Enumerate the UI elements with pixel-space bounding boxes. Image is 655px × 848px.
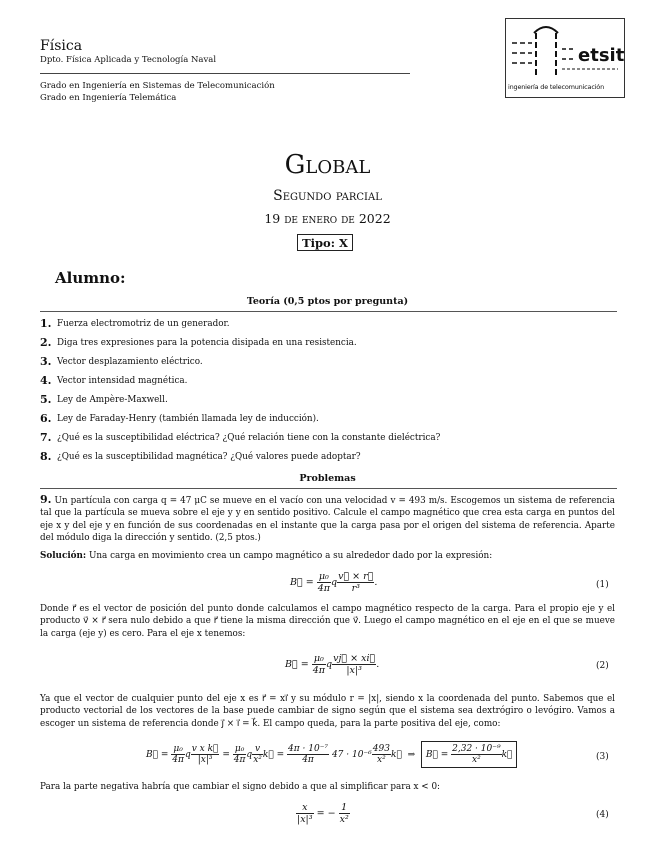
denominator: |x|³ — [197, 755, 213, 765]
eq-lhs: B⃗ = — [290, 577, 314, 588]
exam-title: Global — [284, 150, 371, 180]
solution-label: Solución: — [40, 551, 87, 561]
exam-subtitle: Segundo parcial — [273, 188, 382, 204]
problems-heading: Problemas — [299, 473, 356, 484]
numerator: μ₀ — [317, 571, 331, 583]
question-text: Vector desplazamiento eléctrico. — [57, 357, 203, 367]
solution-text: Una carga en movimiento crea un campo magnético a su alrededor dado por la expresión: — [88, 551, 493, 561]
eq-charge: q — [184, 750, 191, 760]
problems-rule — [40, 488, 617, 489]
denominator: |x|³ — [297, 814, 313, 825]
fraction — [451, 744, 501, 765]
question-number: 7. — [40, 431, 52, 444]
denominator: r³ — [351, 583, 360, 594]
fraction — [296, 802, 314, 825]
question-number: 8. — [40, 450, 52, 463]
equation-4 — [296, 802, 350, 825]
numerator: x — [296, 802, 314, 814]
solution-paragraph-2: Donde r⃗ es el vector de posición del punto donde calculamos el campo magnético respecto de la carga. Para el propio eje y el producto v⃗ × r⃗ sera nulo debido a que r⃗ tiene la misma dirección que v⃗. Luego el campo magnético en el eje en el que se mueve la carga (eje y) es cero. Para el eje x tenemos: — [40, 604, 615, 639]
fraction — [191, 744, 220, 765]
numerator: 4π · 10⁻⁷ — [288, 744, 329, 754]
eq-end: . — [376, 659, 380, 670]
fraction — [332, 653, 376, 676]
logo-subtext: ingeniería de telecomunicación — [508, 83, 605, 91]
eq-unit-vector: k⃗ = — [262, 750, 285, 760]
equation-3 — [146, 741, 517, 768]
problem-9-statement — [40, 494, 615, 545]
school-logo — [505, 18, 625, 98]
numerator: μ₀ — [171, 744, 185, 755]
question-text: ¿Qué es la susceptibilidad eléctrica? ¿Qué relación tiene con la constante dieléctrica? — [57, 433, 441, 443]
eq-unit-vector: k⃗ — [501, 750, 513, 760]
eq-lhs: B⃗ = — [425, 750, 449, 760]
question-number: 1. — [40, 317, 52, 330]
question-text: ¿Qué es la susceptibilidad magnética? ¿Qué valores puede adoptar? — [57, 452, 361, 462]
fraction — [339, 802, 350, 825]
eq-lhs: B⃗ = — [146, 750, 169, 760]
solution-intro — [40, 550, 615, 562]
question-number: 6. — [40, 412, 52, 425]
eq-equals: = — [222, 750, 230, 760]
question-text: Ley de Ampère-Maxwell. — [57, 395, 168, 405]
subject-name: Física — [40, 38, 83, 54]
question-text: Fuerza electromotriz de un generador. — [57, 319, 230, 329]
numerator: v x k⃗ — [191, 744, 219, 754]
problem-text: Un partícula con carga q = 47 μC se mueve en el vacío con una velocidad v = 493 m/s. Escogemos un sistema de referencia tal que la partícula se mueva sobre el eje y y en sentido positivo. Calcule el campo magnético que crea esta carga en puntos del eje x y del eje y en función de sus coordenadas en el instante que la carga pasa por el origen del sistema de referencia. Aparte del módulo diga la dirección y sentido. (2,5 ptos.) — [40, 496, 615, 544]
fraction — [337, 571, 374, 594]
solution-paragraph-4: Para la parte negativa habría que cambiar el signo debido a que al simplificar para x < 0: — [40, 782, 441, 792]
numerator: 493 — [372, 744, 390, 754]
numerator: μ₀ — [312, 653, 326, 665]
fraction — [171, 744, 185, 765]
eq-charge-value: 47 · 10⁻⁶ — [331, 750, 372, 760]
student-label: Alumno: — [55, 269, 126, 287]
implies-arrow: ⇒ — [407, 750, 416, 760]
equation-1 — [290, 571, 377, 594]
fraction — [317, 571, 331, 594]
department-name: Dpto. Física Aplicada y Tecnología Naval — [40, 55, 217, 65]
question-text: Diga tres expresiones para la potencia disipada en una resistencia. — [57, 338, 357, 348]
denominator: x² — [339, 814, 349, 825]
denominator: 4π — [317, 583, 330, 594]
degree-line-2: Grado en Ingeniería Telemática — [40, 93, 177, 103]
denominator: x² — [253, 755, 262, 765]
eq-charge: q — [246, 750, 253, 760]
question-text: Vector intensidad magnética. — [57, 376, 188, 386]
denominator: 4π — [172, 755, 184, 765]
header-rule — [40, 73, 410, 74]
question-number: 2. — [40, 336, 52, 349]
fraction — [233, 744, 247, 765]
theory-heading: Teoría (0,5 ptos por pregunta) — [246, 296, 409, 307]
numerator: vj⃗ × xi⃗ — [333, 653, 376, 664]
equation-number: (1) — [596, 580, 609, 590]
equation-2 — [285, 653, 379, 676]
fraction — [312, 653, 326, 676]
question-number: 5. — [40, 393, 52, 406]
denominator: x² — [472, 755, 481, 765]
solution-paragraph-3: Ya que el vector de cualquier punto del eje x es r⃗ = xi⃗ y su módulo r = |x|, siendo x la coordenada del punto. Sabemos que el producto vectorial de los vectores de la base puede cambiar de signo según que el sistema sea dextrógiro o levógiro. Vamos a escoger un sistema de referencia donde j⃗ × i⃗ = k⃗. El campo queda, para la parte positiva del eje, como: — [40, 694, 615, 729]
eq-unit-vector: k⃗ — [390, 750, 402, 760]
denominator: 4π — [312, 665, 325, 676]
problem-number: 9. — [40, 493, 52, 506]
fraction — [252, 744, 263, 765]
numerator: v⃗ × r⃗ — [338, 571, 374, 582]
numerator: μ₀ — [233, 744, 247, 755]
numerator: v — [252, 744, 263, 755]
numerator: 1 — [339, 802, 350, 814]
denominator: x² — [377, 755, 386, 765]
equation-number: (4) — [596, 810, 609, 820]
fraction — [372, 744, 391, 765]
denominator: 4π — [302, 755, 314, 765]
fraction — [287, 744, 329, 765]
result-box — [421, 741, 518, 768]
equation-number: (2) — [596, 661, 609, 671]
denominator: 4π — [233, 755, 246, 765]
eq-lhs: B⃗ = — [285, 659, 309, 670]
exam-type-box: Tipo: X — [297, 234, 353, 251]
exam-date: 19 de enero de 2022 — [264, 211, 391, 226]
numerator: 2,32 · 10⁻⁹ — [452, 744, 501, 754]
equation-number: (3) — [596, 752, 609, 762]
eq-charge: q — [326, 659, 333, 670]
eq-equals: = − — [316, 808, 336, 819]
theory-rule — [40, 311, 617, 312]
logo-text: etsit — [578, 45, 625, 66]
question-number: 3. — [40, 355, 52, 368]
degree-line-1: Grado en Ingeniería en Sistemas de Telecomunicación — [40, 81, 275, 91]
denominator: |x|³ — [346, 665, 362, 676]
question-number: 4. — [40, 374, 52, 387]
question-text: Ley de Faraday-Henry (también llamada ley de inducción). — [57, 414, 319, 424]
eq-charge: q — [331, 577, 338, 588]
eq-end: . — [374, 577, 378, 588]
